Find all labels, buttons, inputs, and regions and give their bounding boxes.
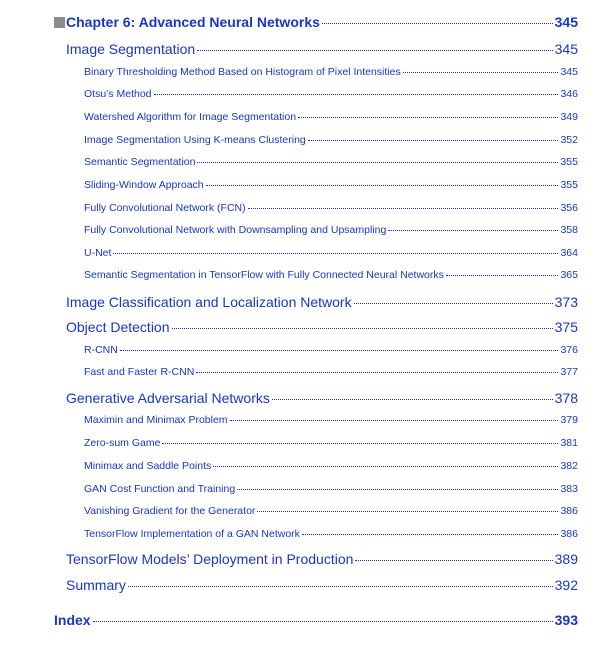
page-number: 392 <box>554 577 578 593</box>
dot-leader <box>257 511 558 512</box>
dot-leader <box>298 117 558 118</box>
entry-title: Sliding-Window Approach <box>84 179 204 191</box>
toc-object-detection[interactable] <box>66 319 578 335</box>
dot-leader <box>206 185 559 186</box>
toc-image-segmentation[interactable] <box>66 41 578 57</box>
page-number: 373 <box>554 294 578 310</box>
entry-title: Zero-sum Game <box>84 437 161 449</box>
square-bullet-icon <box>54 17 65 28</box>
dot-leader <box>308 140 559 141</box>
dot-leader <box>446 275 559 276</box>
page-number: 346 <box>560 88 578 100</box>
entry-title: GAN Cost Function and Training <box>84 483 236 495</box>
page-number: 345 <box>554 14 578 30</box>
entry-title: Otsu’s Method <box>84 88 152 100</box>
toc-semantic-segmentation[interactable] <box>84 156 578 168</box>
entry-title: TensorFlow Implementation of a GAN Network <box>84 528 300 540</box>
page-number: 375 <box>554 319 578 335</box>
dot-leader <box>272 399 553 400</box>
dot-leader <box>213 466 558 467</box>
page-number: 393 <box>554 612 578 628</box>
page-number: 345 <box>554 41 578 57</box>
toc-chapter-6[interactable] <box>54 14 578 30</box>
entry-title: Semantic Segmentation <box>84 156 196 168</box>
dot-leader <box>197 162 558 163</box>
toc-saddle-points[interactable] <box>84 460 578 472</box>
entry-title: Binary Thresholding Method Based on Histogram of Pixel Intensities <box>84 66 401 78</box>
entry-title: Image Segmentation <box>66 41 196 57</box>
entry-title: Image Classification and Localization Network <box>66 294 352 310</box>
page-number: 364 <box>560 247 578 259</box>
toc-vanishing-gradient[interactable] <box>84 505 578 517</box>
entry-title: Index <box>54 612 91 628</box>
dot-leader <box>388 230 558 231</box>
page-number: 345 <box>560 66 578 78</box>
page-number: 356 <box>560 202 578 214</box>
dot-leader <box>120 350 559 351</box>
dot-leader <box>113 253 558 254</box>
toc-binary-thresholding[interactable] <box>84 66 578 78</box>
dot-leader <box>162 443 558 444</box>
entry-title: Summary <box>66 577 126 593</box>
page-number: 386 <box>560 505 578 517</box>
toc-otsus-method[interactable] <box>84 88 578 100</box>
chapter-title: Chapter 6: Advanced Neural Networks <box>54 14 320 30</box>
entry-title: Fully Convolutional Network with Downsampling and Upsampling <box>84 224 387 236</box>
entry-title: U-Net <box>84 247 112 259</box>
entry-title: Fast and Faster R-CNN <box>84 366 195 378</box>
dot-leader <box>128 586 553 587</box>
dot-leader <box>197 50 552 51</box>
toc-unet[interactable] <box>84 247 578 259</box>
page-number: 381 <box>560 437 578 449</box>
toc-semantic-tf[interactable] <box>84 269 578 281</box>
page-number: 382 <box>560 460 578 472</box>
page-number: 389 <box>554 551 578 567</box>
toc-gan[interactable] <box>66 390 578 406</box>
entry-title: Minimax and Saddle Points <box>84 460 212 472</box>
entry-title: Image Segmentation Using K-means Clustering <box>84 134 306 146</box>
entry-title: Maximin and Minimax Problem <box>84 414 228 426</box>
toc-fcn-down-up[interactable] <box>84 224 578 236</box>
dot-leader <box>230 420 559 421</box>
toc-tf-deployment[interactable] <box>66 551 578 567</box>
page-number: 355 <box>560 156 578 168</box>
toc-fast-faster-rcnn[interactable] <box>84 366 578 378</box>
page-number: 352 <box>560 134 578 146</box>
dot-leader <box>322 23 553 24</box>
entry-title: Object Detection <box>66 319 170 335</box>
entry-title: Generative Adversarial Networks <box>66 390 270 406</box>
page-number: 365 <box>560 269 578 281</box>
page-number: 378 <box>554 390 578 406</box>
toc-zero-sum-game[interactable] <box>84 437 578 449</box>
toc-gan-cost[interactable] <box>84 483 578 495</box>
page-number: 349 <box>560 111 578 123</box>
dot-leader <box>196 372 558 373</box>
toc-kmeans[interactable] <box>84 134 578 146</box>
entry-title: Fully Convolutional Network (FCN) <box>84 202 246 214</box>
page-number: 355 <box>560 179 578 191</box>
page-number: 383 <box>560 483 578 495</box>
page-number: 376 <box>560 344 578 356</box>
toc-rcnn[interactable] <box>84 344 578 356</box>
dot-leader <box>154 94 559 95</box>
dot-leader <box>248 208 559 209</box>
toc-summary[interactable] <box>66 577 578 593</box>
dot-leader <box>354 303 553 304</box>
dot-leader <box>302 534 559 535</box>
toc-watershed[interactable] <box>84 111 578 123</box>
toc-fcn[interactable] <box>84 202 578 214</box>
dot-leader <box>403 72 559 73</box>
dot-leader <box>172 328 553 329</box>
dot-leader <box>93 621 553 622</box>
page-number: 386 <box>560 528 578 540</box>
entry-title: Vanishing Gradient for the Generator <box>84 505 256 517</box>
page-number: 377 <box>560 366 578 378</box>
page-number: 358 <box>560 224 578 236</box>
page-number: 379 <box>560 414 578 426</box>
toc-sliding-window[interactable] <box>84 179 578 191</box>
dot-leader <box>237 489 558 490</box>
toc-tf-gan-implementation[interactable] <box>84 528 578 540</box>
toc-image-classification[interactable] <box>66 294 578 310</box>
dot-leader <box>355 560 552 561</box>
entry-title: TensorFlow Models’ Deployment in Production <box>66 551 354 567</box>
entry-title: R-CNN <box>84 344 118 356</box>
entry-title: Semantic Segmentation in TensorFlow with Fully Connected Neural Networks <box>84 269 444 281</box>
toc-index[interactable] <box>54 612 578 628</box>
toc-maximin-minimax[interactable] <box>84 414 578 426</box>
entry-title: Watershed Algorithm for Image Segmentation <box>84 111 297 123</box>
